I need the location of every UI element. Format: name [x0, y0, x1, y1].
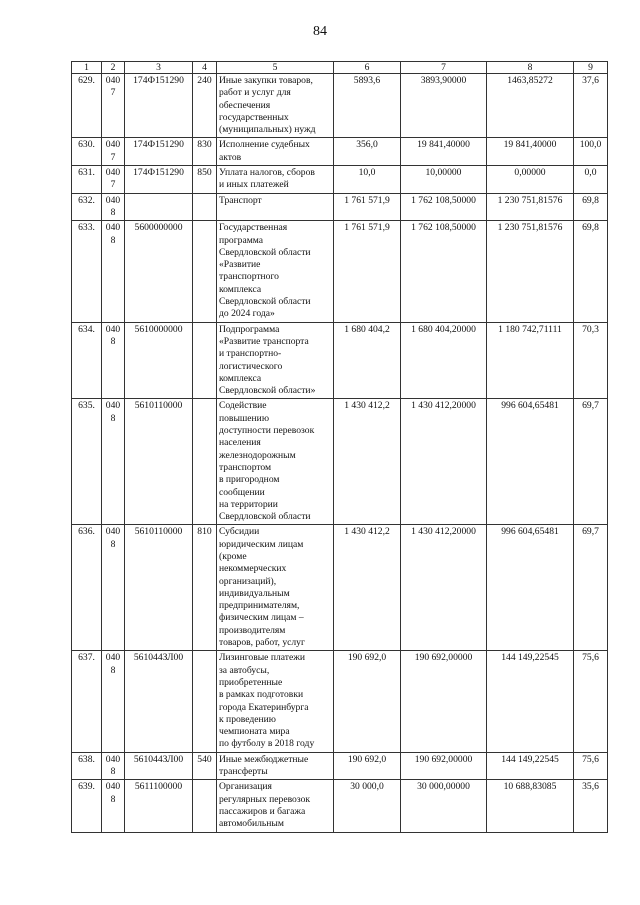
table-row — [72, 752, 608, 780]
table-header-row — [72, 62, 608, 74]
section-code: 0408 — [102, 525, 125, 651]
section-code: 0408 — [102, 221, 125, 322]
page-number: 84 — [313, 24, 327, 39]
planned-amount: 1 761 571,9 — [334, 221, 401, 322]
target-article-code: 561044ЗЛ00 — [125, 752, 193, 780]
planned-amount: 356,0 — [334, 138, 401, 166]
item-name: Иные межбюджетные трансферты — [217, 752, 334, 780]
row-number: 631. — [72, 166, 102, 194]
row-number: 632. — [72, 193, 102, 221]
row-number: 637. — [72, 651, 102, 752]
target-article-code: 5610110000 — [125, 399, 193, 525]
table-row — [72, 399, 608, 525]
section-code: 0408 — [102, 399, 125, 525]
section-code: 0408 — [102, 752, 125, 780]
item-name: Уплата налогов, сборов и иных платежей — [217, 166, 334, 194]
approved-amount: 190 692,00000 — [401, 651, 487, 752]
target-article-code: 5610000000 — [125, 322, 193, 399]
section-code: 0407 — [102, 138, 125, 166]
item-name: Исполнение судебных актов — [217, 138, 334, 166]
section-code: 0408 — [102, 780, 125, 832]
row-number: 636. — [72, 525, 102, 651]
table-body — [72, 74, 608, 833]
target-article-code: 5600000000 — [125, 221, 193, 322]
planned-amount: 10,0 — [334, 166, 401, 194]
expense-type-code: 830 — [193, 138, 217, 166]
approved-amount: 1 762 108,50000 — [401, 221, 487, 322]
table-row — [72, 138, 608, 166]
target-article-code: 5610110000 — [125, 525, 193, 651]
target-article-code: 561044ЗЛ00 — [125, 651, 193, 752]
target-article-code: 174Ф151290 — [125, 138, 193, 166]
approved-amount: 19 841,40000 — [401, 138, 487, 166]
row-number: 634. — [72, 322, 102, 399]
item-name: Организация регулярных перевозок пассажиров и багажа автомобильным — [217, 780, 334, 832]
row-number: 630. — [72, 138, 102, 166]
planned-amount: 1 680 404,2 — [334, 322, 401, 399]
expense-type-code — [193, 193, 217, 221]
row-number: 639. — [72, 780, 102, 832]
executed-amount: 996 604,65481 — [487, 525, 574, 651]
table-row — [72, 780, 608, 832]
executed-amount: 144 149,22545 — [487, 752, 574, 780]
executed-amount: 996 604,65481 — [487, 399, 574, 525]
section-code: 0407 — [102, 166, 125, 194]
column-header-9: 9 — [574, 62, 608, 74]
column-header-4: 4 — [193, 62, 217, 74]
table-row — [72, 651, 608, 752]
execution-percent: 69,7 — [574, 399, 608, 525]
target-article-code: 5611100000 — [125, 780, 193, 832]
table-row — [72, 221, 608, 322]
item-name: Субсидии юридическим лицам (кроме некоммерческих организаций), индивидуальным предпринимателям, физическим лицам – производителям товаров, работ, услуг — [217, 525, 334, 651]
item-name: Государственная программа Свердловской области «Развитие транспортного комплекса Свердловской области до 2024 года» — [217, 221, 334, 322]
column-header-2: 2 — [102, 62, 125, 74]
execution-percent: 69,8 — [574, 193, 608, 221]
row-number: 635. — [72, 399, 102, 525]
executed-amount: 1 180 742,71111 — [487, 322, 574, 399]
expense-type-code — [193, 221, 217, 322]
execution-percent: 35,6 — [574, 780, 608, 832]
executed-amount: 1 230 751,81576 — [487, 193, 574, 221]
expense-type-code: 810 — [193, 525, 217, 651]
row-number: 638. — [72, 752, 102, 780]
approved-amount: 10,00000 — [401, 166, 487, 194]
table-row — [72, 525, 608, 651]
column-header-3: 3 — [125, 62, 193, 74]
approved-amount: 190 692,00000 — [401, 752, 487, 780]
execution-percent: 0,0 — [574, 166, 608, 194]
target-article-code: 174Ф151290 — [125, 166, 193, 194]
planned-amount: 1 430 412,2 — [334, 525, 401, 651]
executed-amount: 1 230 751,81576 — [487, 221, 574, 322]
approved-amount: 30 000,00000 — [401, 780, 487, 832]
item-name: Содействие повышению доступности перевозок населения железнодорожным транспортом в пригородном сообщении на территории Свердловской области — [217, 399, 334, 525]
column-header-6: 6 — [334, 62, 401, 74]
expense-type-code: 850 — [193, 166, 217, 194]
table-row — [72, 166, 608, 194]
execution-percent: 70,3 — [574, 322, 608, 399]
table-row — [72, 322, 608, 399]
approved-amount: 1 680 404,20000 — [401, 322, 487, 399]
column-header-5: 5 — [217, 62, 334, 74]
approved-amount: 1 762 108,50000 — [401, 193, 487, 221]
item-name: Иные закупки товаров, работ и услуг для обеспечения государственных (муниципальных) нужд — [217, 74, 334, 138]
planned-amount: 190 692,0 — [334, 752, 401, 780]
approved-amount: 1 430 412,20000 — [401, 399, 487, 525]
execution-percent: 100,0 — [574, 138, 608, 166]
row-number: 629. — [72, 74, 102, 138]
section-code: 0407 — [102, 74, 125, 138]
planned-amount: 190 692,0 — [334, 651, 401, 752]
target-article-code: 174Ф151290 — [125, 74, 193, 138]
column-header-8: 8 — [487, 62, 574, 74]
execution-percent: 37,6 — [574, 74, 608, 138]
expense-type-code — [193, 651, 217, 752]
planned-amount: 1 761 571,9 — [334, 193, 401, 221]
section-code: 0408 — [102, 651, 125, 752]
row-number: 633. — [72, 221, 102, 322]
executed-amount: 19 841,40000 — [487, 138, 574, 166]
approved-amount: 3893,90000 — [401, 74, 487, 138]
table-row — [72, 193, 608, 221]
column-header-7: 7 — [401, 62, 487, 74]
item-name: Транспорт — [217, 193, 334, 221]
execution-percent: 75,6 — [574, 651, 608, 752]
column-header-1: 1 — [72, 62, 102, 74]
section-code: 0408 — [102, 193, 125, 221]
planned-amount: 5893,6 — [334, 74, 401, 138]
table-row — [72, 74, 608, 138]
execution-percent: 69,7 — [574, 525, 608, 651]
executed-amount: 0,00000 — [487, 166, 574, 194]
executed-amount: 10 688,83085 — [487, 780, 574, 832]
expense-type-code: 540 — [193, 752, 217, 780]
expense-type-code — [193, 322, 217, 399]
budget-table — [71, 61, 608, 833]
execution-percent: 75,6 — [574, 752, 608, 780]
section-code: 0408 — [102, 322, 125, 399]
expense-type-code — [193, 399, 217, 525]
target-article-code — [125, 193, 193, 221]
approved-amount: 1 430 412,20000 — [401, 525, 487, 651]
expense-type-code: 240 — [193, 74, 217, 138]
executed-amount: 144 149,22545 — [487, 651, 574, 752]
execution-percent: 69,8 — [574, 221, 608, 322]
executed-amount: 1463,85272 — [487, 74, 574, 138]
item-name: Лизинговые платежи за автобусы, приобретенные в рамках подготовки города Екатеринбурга к проведению чемпионата мира по футболу в 2018 году — [217, 651, 334, 752]
item-name: Подпрограмма «Развитие транспорта и транспортно- логистического комплекса Свердловской области» — [217, 322, 334, 399]
planned-amount: 1 430 412,2 — [334, 399, 401, 525]
planned-amount: 30 000,0 — [334, 780, 401, 832]
expense-type-code — [193, 780, 217, 832]
